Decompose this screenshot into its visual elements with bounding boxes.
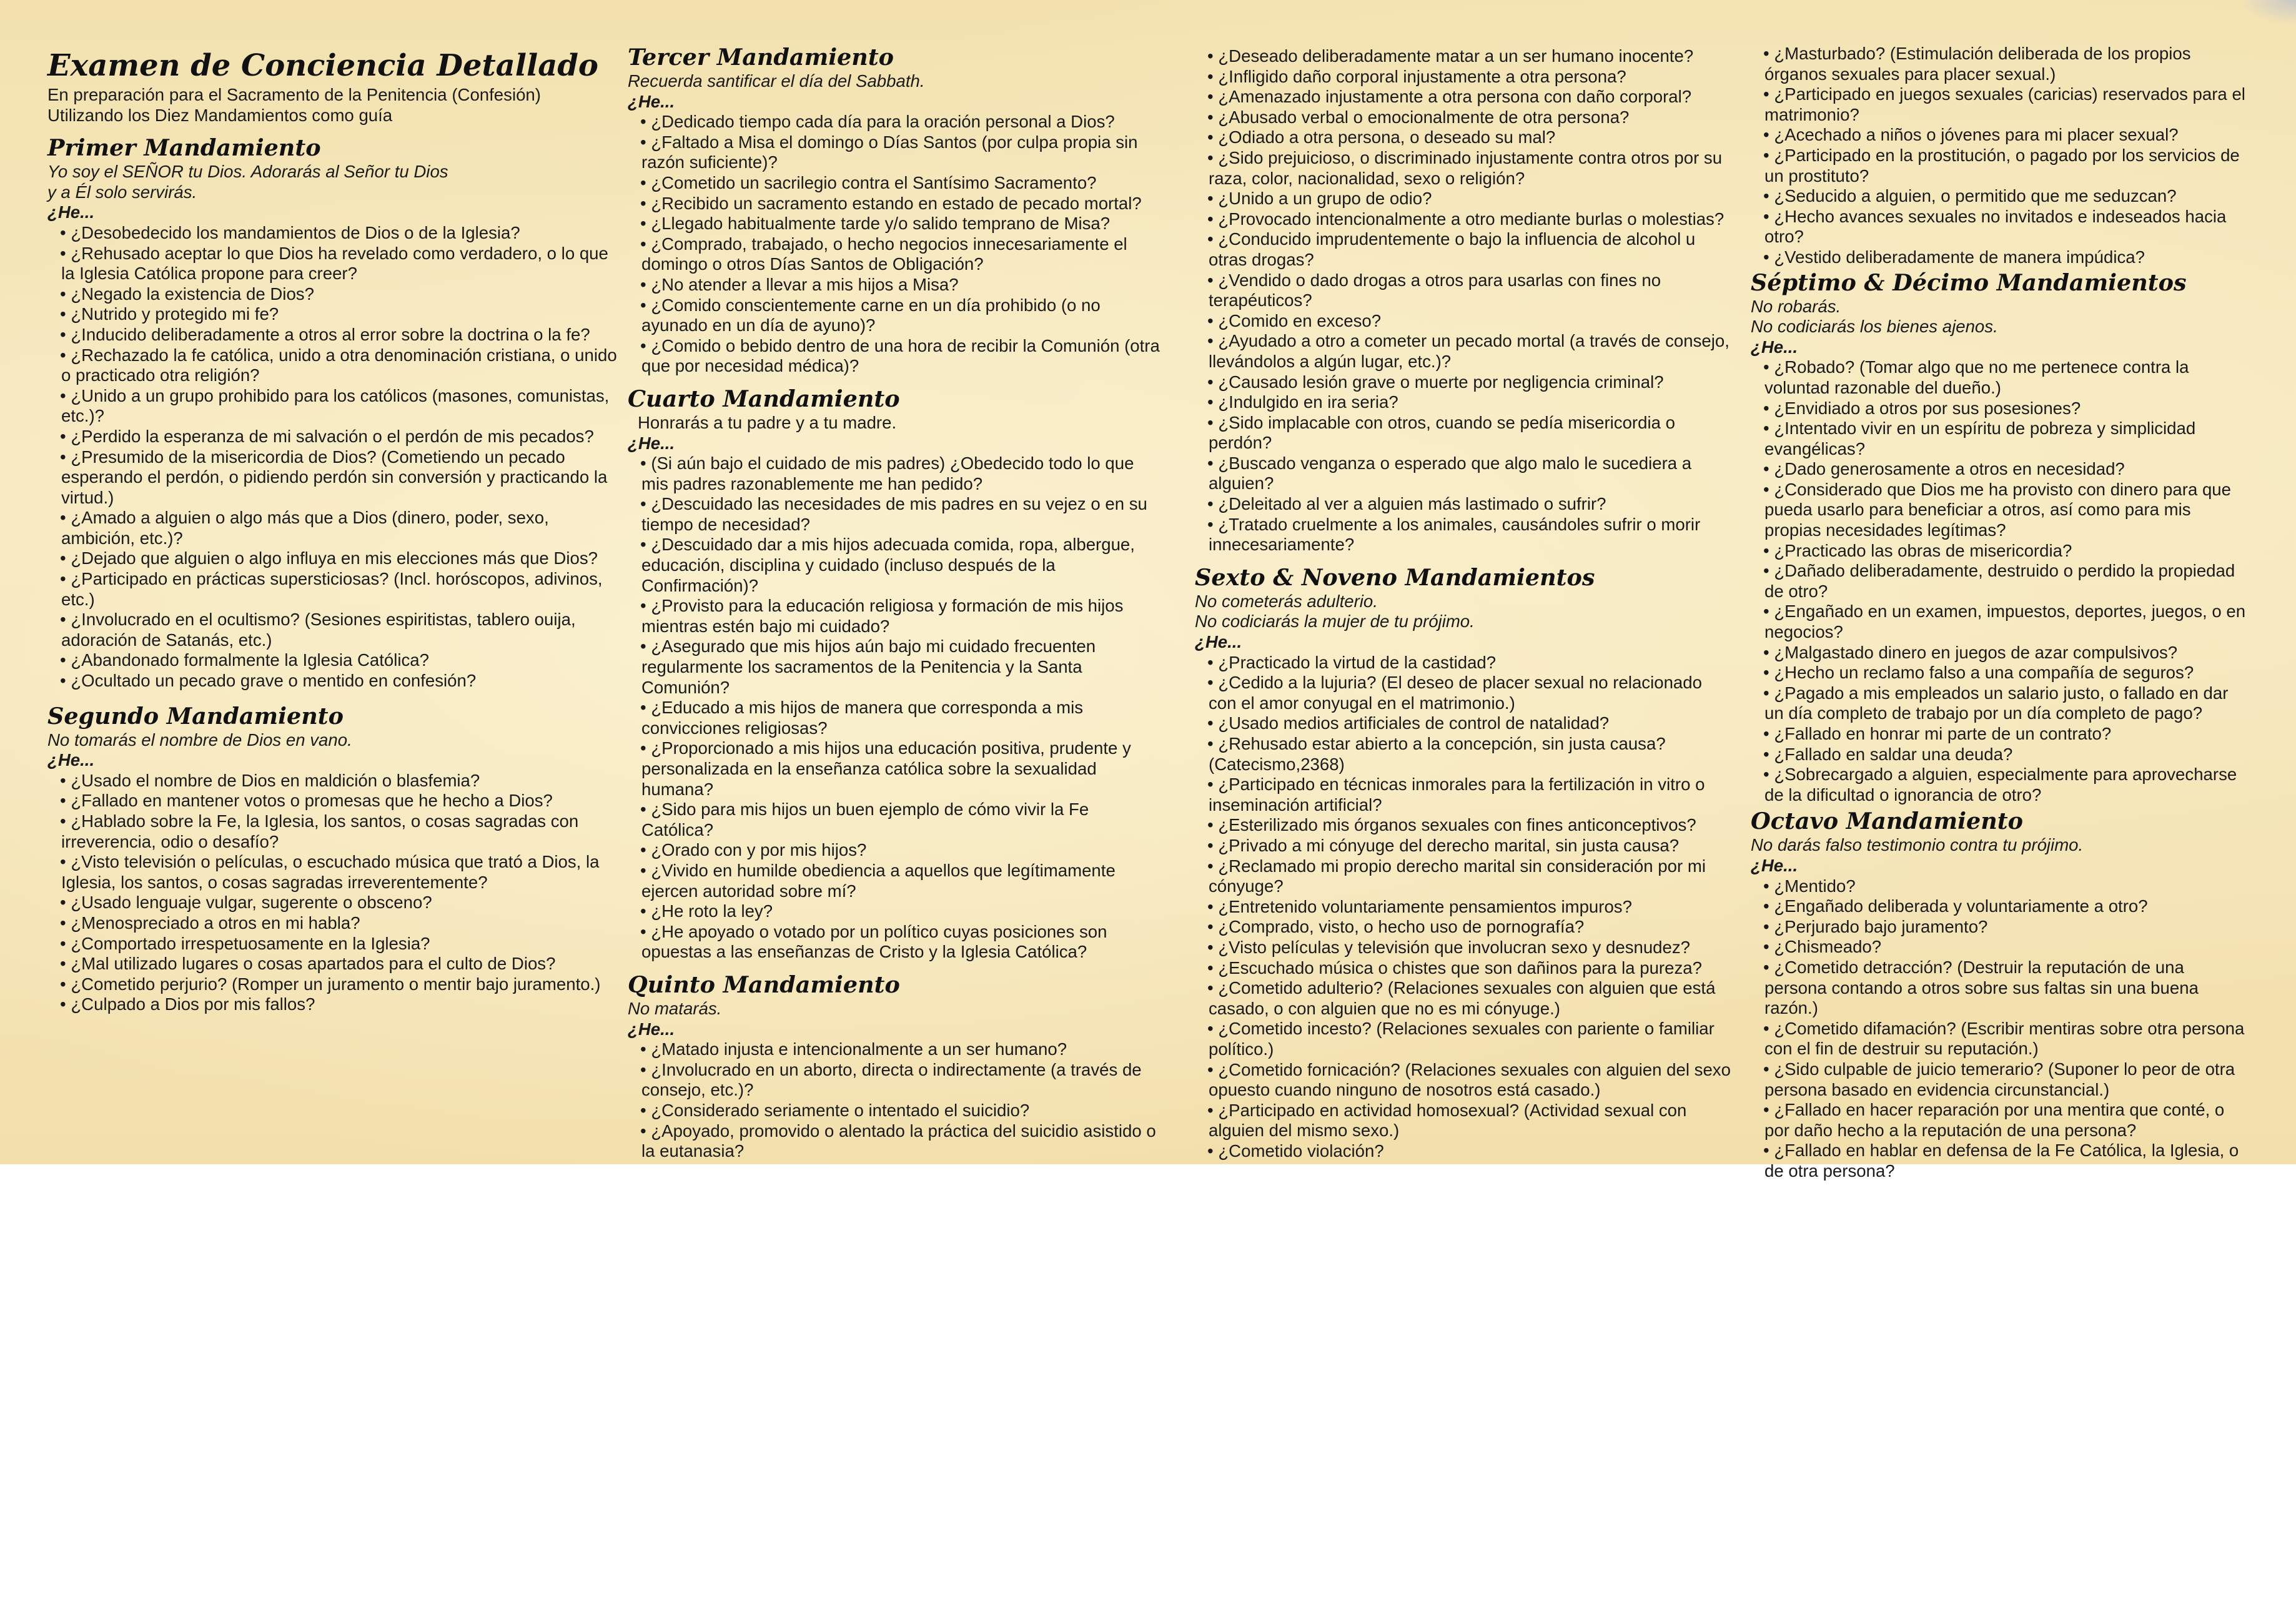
commandment-line: Yo soy el SEÑOR tu Dios. Adorarás al Señor tu Dios: [47, 162, 448, 182]
question-item: • ¿Reclamado mi propio derecho marital sin consideración por mi cónyuge?: [1209, 856, 1732, 897]
column-1: [47, 49, 622, 1015]
commandment-line: No robarás.: [1751, 296, 1841, 316]
he-label: ¿He...: [628, 433, 675, 453]
question-item: • ¿Conducido imprudentemente o bajo la influencia de alcohol u otras drogas?: [1209, 229, 1732, 270]
question-item: • ¿Inducido deliberadamente a otros al error sobre la doctrina o la fe?: [61, 325, 622, 345]
question-item: • ¿Fallado en hablar en defensa de la Fe Católica, la Iglesia, o de otra persona?: [1764, 1141, 2250, 1181]
question-item: • ¿Pagado a mis empleados un salario justo, o fallado en dar un día completo de trabajo por un día completo de pago?: [1764, 683, 2250, 724]
question-item: • ¿Abandonado formalmente la Iglesia Católica?: [61, 650, 622, 671]
question-item: • ¿Mal utilizado lugares o cosas apartados para el culto de Dios?: [61, 954, 622, 974]
question-item: • ¿Comprado, visto, o hecho uso de pornografía?: [1209, 917, 1732, 938]
commandment-line: Honrarás a tu padre y a tu madre.: [638, 412, 897, 432]
subtitle-2: Utilizando los Diez Mandamientos como guía: [47, 105, 393, 125]
commandment-line: No matarás.: [628, 998, 722, 1018]
question-item: • ¿Presumido de la misericordia de Dios? (Cometiendo un pecado esperando el perdón, o pidiendo perdón sin conversión y practicando la virtud.): [61, 447, 622, 508]
question-item: • ¿Cometido detracción? (Destruir la reputación de una persona contando a otros sobre sus faltas sin una buena razón.): [1764, 958, 2250, 1019]
question-item: • ¿Cometido difamación? (Escribir mentiras sobre otra persona con el fin de destruir su reputación.): [1764, 1019, 2250, 1059]
question-item: • ¿Seducido a alguien, o permitido que me seduzcan?: [1764, 186, 2250, 207]
question-item: • ¿Nutrido y protegido mi fe?: [61, 304, 622, 325]
question-item: • ¿Hecho avances sexuales no invitados e indeseados hacia otro?: [1764, 207, 2250, 247]
subtitle-1: En preparación para el Sacramento de la Penitencia (Confesión): [47, 85, 541, 104]
commandment-text: [47, 730, 622, 751]
page-title: Examen de Conciencia Detallado: [47, 48, 598, 83]
column-4: [1751, 44, 2250, 1181]
question-item: • ¿Desobedecido los mandamientos de Dios o de la Iglesia?: [61, 223, 622, 244]
question-item: • ¿He apoyado o votado por un político cuyas posiciones son opuestas a las enseñanzas de Cristo y la Iglesia Católica?: [641, 922, 1165, 963]
question-item: • ¿Sobrecargado a alguien, especialmente para aprovecharse de la dificultad o ignorancia de otro?: [1764, 765, 2250, 805]
question-item: • ¿Sido implacable con otros, cuando se pedía misericordia o perdón?: [1209, 413, 1732, 453]
question-item: • ¿Vivido en humilde obediencia a aquellos que legítimamente ejercen autoridad sobre mí?: [641, 861, 1165, 901]
question-item: • ¿Participado en técnicas inmorales para la fertilización in vitro o inseminación artificial?: [1209, 775, 1732, 815]
question-item: • ¿Envidiado a otros por sus posesiones?: [1764, 399, 2250, 419]
commandment-text: [628, 413, 1165, 433]
section-heading: Primer Mandamiento: [47, 134, 321, 162]
question-item: • ¿Dejado que alguien o algo influya en mis elecciones más que Dios?: [61, 548, 622, 569]
question-item: • ¿Indulgido en ira seria?: [1209, 392, 1732, 413]
question-item: • ¿Buscado venganza o esperado que algo malo le sucediera a alguien?: [1209, 453, 1732, 494]
question-item: • ¿Descuidado las necesidades de mis padres en su vejez o en su tiempo de necesidad?: [641, 494, 1165, 535]
question-item: • ¿Matado injusta e intencionalmente a un ser humano?: [641, 1039, 1165, 1060]
commandment-text: [1195, 592, 1732, 632]
he-label: ¿He...: [628, 1019, 675, 1039]
section-heading: Séptimo & Décimo Mandamientos: [1751, 269, 2187, 296]
question-item: • ¿Sido culpable de juicio temerario? (Suponer lo peor de otra persona basado en evidencia circunstancial.): [1764, 1059, 2250, 1100]
he-label: ¿He...: [47, 202, 95, 222]
question-item: • ¿Comido en exceso?: [1209, 311, 1732, 332]
section-heading: Segundo Mandamiento: [47, 702, 344, 730]
question-item: • ¿Fallado en saldar una deuda?: [1764, 745, 2250, 765]
question-item: • ¿Cometido fornicación? (Relaciones sexuales con alguien del sexo opuesto cuando ninguno de nosotros está casado.): [1209, 1060, 1732, 1101]
question-item: • ¿Involucrado en un aborto, directa o indirectamente (a través de consejo, etc.)?: [641, 1060, 1165, 1101]
he-label: ¿He...: [1195, 632, 1242, 652]
question-list: [628, 453, 1165, 963]
question-item: • ¿Comportado irrespetuosamente en la Iglesia?: [61, 934, 622, 954]
question-item: • ¿He roto la ley?: [641, 901, 1165, 922]
question-item: • ¿Proporcionado a mis hijos una educación positiva, prudente y personalizada en la enseñanza católica sobre la sexualidad humana?: [641, 738, 1165, 800]
he-label: ¿He...: [628, 91, 675, 111]
question-item: • ¿Vendido o dado drogas a otros para usarlas con fines no terapéuticos?: [1209, 270, 1732, 311]
question-item: • ¿Involucrado en el ocultismo? (Sesiones espiritistas, tablero ouija, adoración de Satanás, etc.): [61, 610, 622, 650]
question-item: • ¿Amenazado injustamente a otra persona con daño corporal?: [1209, 87, 1732, 107]
commandment-line: No codiciarás los bienes ajenos.: [1751, 317, 1998, 337]
section-quinto-cont: [1195, 46, 1732, 555]
commandment-text: [628, 999, 1165, 1019]
question-item: • ¿Masturbado? (Estimulación deliberada de los propios órganos sexuales para placer sexual.): [1764, 44, 2250, 84]
question-item: • ¿Usado lenguaje vulgar, sugerente o obsceno?: [61, 893, 622, 913]
question-item: • ¿Chismeado?: [1764, 937, 2250, 958]
question-item: • ¿Usado el nombre de Dios en maldición o blasfemia?: [61, 771, 622, 791]
question-item: • ¿Odiado a otra persona, o deseado su mal?: [1209, 127, 1732, 148]
question-item: • ¿Acechado a niños o jóvenes para mi placer sexual?: [1764, 125, 2250, 146]
question-item: • ¿Apoyado, promovido o alentado la práctica del suicidio asistido o la eutanasia?: [641, 1121, 1165, 1162]
column-3: [1195, 46, 1732, 1161]
section-heading: Sexto & Noveno Mandamientos: [1195, 563, 1595, 591]
question-item: • ¿Participado en actividad homosexual? (Actividad sexual con alguien del mismo sexo.): [1209, 1101, 1732, 1141]
question-item: • ¿Ayudado a otro a cometer un pecado mortal (a través de consejo, llevándolos a algún lugar, etc.)?: [1209, 331, 1732, 372]
section-quinto: [628, 971, 1165, 1162]
question-list: [47, 223, 622, 691]
section-sexto-cont: [1751, 44, 2250, 268]
question-item: • ¿Cedido a la lujuria? (El deseo de placer sexual no relacionado con el amor conyugal en el matrimonio.): [1209, 673, 1732, 713]
question-item: • ¿Malgastado dinero en juegos de azar compulsivos?: [1764, 643, 2250, 663]
section-heading: Quinto Mandamiento: [628, 971, 900, 998]
question-item: • ¿Cometido un sacrilegio contra el Santísimo Sacramento?: [641, 173, 1165, 194]
question-item: • ¿Infligido daño corporal injustamente a otra persona?: [1209, 67, 1732, 87]
question-item: • ¿Practicado las obras de misericordia?: [1764, 541, 2250, 562]
question-item: • ¿Sido prejuicioso, o discriminado injustamente contra otros por su raza, color, nacionalidad, sexo o religión?: [1209, 148, 1732, 189]
question-item: • ¿Provocado intencionalmente a otro mediante burlas o molestias?: [1209, 209, 1732, 230]
question-item: • ¿Negado la existencia de Dios?: [61, 284, 622, 305]
question-item: • ¿Participado en prácticas supersticiosas? (Incl. horóscopos, adivinos, etc.): [61, 569, 622, 610]
commandment-line: No cometerás adulterio.: [1195, 591, 1378, 611]
he-label: ¿He...: [47, 750, 95, 770]
commandment-text: [1751, 835, 2250, 856]
question-item: • ¿Educado a mis hijos de manera que corresponda a mis convicciones religiosas?: [641, 698, 1165, 738]
question-item: • ¿Dedicado tiempo cada día para la oración personal a Dios?: [641, 112, 1165, 132]
column-2: [628, 44, 1165, 1162]
question-list: [1751, 357, 2250, 805]
question-item: • ¿Provisto para la educación religiosa y formación de mis hijos mientras estén bajo mi cuidado?: [641, 596, 1165, 636]
question-item: • ¿No atender a llevar a mis hijos a Misa?: [641, 275, 1165, 295]
question-item: • ¿Recibido un sacramento estando en estado de pecado mortal?: [641, 194, 1165, 214]
question-item: • ¿Participado en la prostitución, o pagado por los servicios de un prostituto?: [1764, 146, 2250, 186]
question-item: • ¿Esterilizado mis órganos sexuales con fines anticonceptivos?: [1209, 815, 1732, 836]
question-item: • ¿Escuchado música o chistes que son dañinos para la pureza?: [1209, 958, 1732, 979]
question-item: • ¿Fallado en hacer reparación por una mentira que conté, o por daño hecho a la reputación de una persona?: [1764, 1100, 2250, 1141]
question-item: • ¿Descuidado dar a mis hijos adecuada comida, ropa, albergue, educación, disciplina y cuidado (incluso después de la Confirmación)?: [641, 535, 1165, 596]
question-item: • ¿Deleitado al ver a alguien más lastimado o sufrir?: [1209, 494, 1732, 515]
question-item: • ¿Usado medios artificiales de control de natalidad?: [1209, 713, 1732, 734]
question-item: • ¿Comido o bebido dentro de una hora de recibir la Comunión (otra que por necesidad médica)?: [641, 336, 1165, 377]
question-item: • ¿Cometido adulterio? (Relaciones sexuales con alguien que está casado, o con alguien que no es mi cónyuge.): [1209, 978, 1732, 1019]
section-septimo: [1751, 269, 2250, 806]
question-item: • ¿Unido a un grupo de odio?: [1209, 189, 1732, 209]
question-item: • ¿Dañado deliberadamente, destruido o perdido la propiedad de otro?: [1764, 561, 2250, 602]
question-item: • ¿Perjurado bajo juramento?: [1764, 917, 2250, 938]
question-item: • ¿Unido a un grupo prohibido para los católicos (masones, comunistas, etc.)?: [61, 386, 622, 427]
question-item: • ¿Robado? (Tomar algo que no me pertenece contra la voluntad razonable del dueño.): [1764, 357, 2250, 398]
question-item: • ¿Orado con y por mis hijos?: [641, 840, 1165, 861]
commandment-line: Recuerda santificar el día del Sabbath.: [628, 71, 925, 91]
question-item: • ¿Privado a mi cónyuge del derecho marital, sin justa causa?: [1209, 836, 1732, 856]
commandment-text: [47, 162, 622, 202]
question-item: • ¿Visto películas y televisión que involucran sexo y desnudez?: [1209, 938, 1732, 958]
question-item: • ¿Rehusado aceptar lo que Dios ha revelado como verdadero, o lo que la Iglesia Católica propone para creer?: [61, 244, 622, 284]
question-item: • ¿Abusado verbal o emocionalmente de otra persona?: [1209, 107, 1732, 128]
question-list: [1751, 876, 2250, 1182]
question-item: • ¿Engañado en un examen, impuestos, deportes, juegos, o en negocios?: [1764, 602, 2250, 642]
question-list: [628, 112, 1165, 377]
question-item: • ¿Llegado habitualmente tarde y/o salido temprano de Misa?: [641, 214, 1165, 234]
question-item: • ¿Comprado, trabajado, o hecho negocios innecesariamente el domingo o otros Días Santos de Obligación?: [641, 234, 1165, 275]
question-item: • ¿Asegurado que mis hijos aún bajo mi cuidado frecuenten regularmente los sacramentos de la Penitencia y la Santa Comunión?: [641, 636, 1165, 698]
question-item: • ¿Rehusado estar abierto a la concepción, sin justa causa? (Catecismo,2368): [1209, 734, 1732, 775]
page-curl: [2240, 0, 2296, 25]
question-item: • ¿Hecho un reclamo falso a una compañía de seguros?: [1764, 663, 2250, 683]
question-item: • ¿Amado a alguien o algo más que a Dios (dinero, poder, sexo, ambición, etc.)?: [61, 508, 622, 548]
question-item: • ¿Causado lesión grave o muerte por negligencia criminal?: [1209, 372, 1732, 393]
commandment-line: No codiciarás la mujer de tu prójimo.: [1195, 611, 1475, 631]
question-item: • ¿Fallado en mantener votos o promesas que he hecho a Dios?: [61, 791, 622, 811]
question-item: • ¿Culpado a Dios por mis fallos?: [61, 994, 622, 1015]
commandment-line: No tomarás el nombre de Dios en vano.: [47, 730, 352, 750]
commandment-text: [1751, 297, 2250, 337]
commandment-line: y a Él solo servirás.: [47, 182, 197, 202]
question-item: • ¿Sido para mis hijos un buen ejemplo de cómo vivir la Fe Católica?: [641, 800, 1165, 840]
question-item: • ¿Engañado deliberada y voluntariamente a otro?: [1764, 896, 2250, 917]
question-item: • ¿Comido conscientemente carne en un día prohibido (o no ayunado en un día de ayuno)?: [641, 295, 1165, 336]
question-list: [47, 771, 622, 1015]
question-item: • ¿Intentado vivir en un espíritu de pobreza y simplicidad evangélicas?: [1764, 418, 2250, 459]
question-item: • ¿Considerado que Dios me ha provisto con dinero para que pueda usarlo para beneficiar a otros, así como para mis propias necesidades legítimas?: [1764, 480, 2250, 541]
question-list: [1751, 44, 2250, 268]
question-item: • ¿Vestido deliberadamente de manera impúdica?: [1764, 247, 2250, 268]
question-list: [1195, 653, 1732, 1162]
he-label: ¿He...: [1751, 337, 1798, 357]
question-item: • ¿Tratado cruelmente a los animales, causándoles sufrir o morir innecesariamente?: [1209, 515, 1732, 555]
he-label: ¿He...: [1751, 855, 1798, 875]
question-item: • ¿Entretenido voluntariamente pensamientos impuros?: [1209, 897, 1732, 918]
question-item: • ¿Menospreciado a otros en mi habla?: [61, 913, 622, 934]
section-tercer: [628, 44, 1165, 377]
question-item: • ¿Dado generosamente a otros en necesidad?: [1764, 459, 2250, 480]
question-item: • ¿Faltado a Misa el domingo o Días Santos (por culpa propia sin razón suficiente)?: [641, 132, 1165, 173]
question-item: • ¿Participado en juegos sexuales (caricias) reservados para el matrimonio?: [1764, 84, 2250, 125]
question-item: • ¿Perdido la esperanza de mi salvación o el perdón de mis pecados?: [61, 427, 622, 447]
question-item: • ¿Cometido violación?: [1209, 1141, 1732, 1162]
question-item: • ¿Rechazado la fe católica, unido a otra denominación cristiana, o unido o practicado otra religión?: [61, 345, 622, 386]
question-item: • ¿Practicado la virtud de la castidad?: [1209, 653, 1732, 673]
question-item: • ¿Considerado seriamente o intentado el suicidio?: [641, 1101, 1165, 1121]
commandment-text: [628, 71, 1165, 92]
question-list: [628, 1039, 1165, 1162]
question-item: • ¿Ocultado un pecado grave o mentido en confesión?: [61, 671, 622, 691]
question-item: • ¿Hablado sobre la Fe, la Iglesia, los santos, o cosas sagradas con irreverencia, odio o desafío?: [61, 811, 622, 852]
question-item: • ¿Visto televisión o películas, o escuchado música que trató a Dios, la Iglesia, los santos, o cosas sagradas irreverentemente?: [61, 852, 622, 893]
section-heading: Cuarto Mandamiento: [628, 385, 900, 412]
commandment-line: No darás falso testimonio contra tu prójimo.: [1751, 835, 2084, 855]
section-segundo: [47, 703, 622, 1015]
question-item: • ¿Cometido perjurio? (Romper un juramento o mentir bajo juramento.): [61, 974, 622, 995]
question-item: • (Si aún bajo el cuidado de mis padres) ¿Obedecido todo lo que mis padres razonablemente me han pedido?: [641, 453, 1165, 494]
section-primer: [47, 134, 622, 691]
question-item: • ¿Fallado en honrar mi parte de un contrato?: [1764, 724, 2250, 745]
question-list: [1195, 46, 1732, 555]
question-item: • ¿Deseado deliberadamente matar a un ser humano inocente?: [1209, 46, 1732, 67]
question-item: • ¿Mentido?: [1764, 876, 2250, 897]
section-sexto: [1195, 564, 1732, 1162]
section-octavo: [1751, 808, 2250, 1181]
section-cuarto: [628, 385, 1165, 963]
section-heading: Tercer Mandamiento: [628, 44, 894, 71]
section-heading: Octavo Mandamiento: [1751, 808, 2024, 835]
question-item: • ¿Cometido incesto? (Relaciones sexuales con pariente o familiar político.): [1209, 1019, 1732, 1059]
